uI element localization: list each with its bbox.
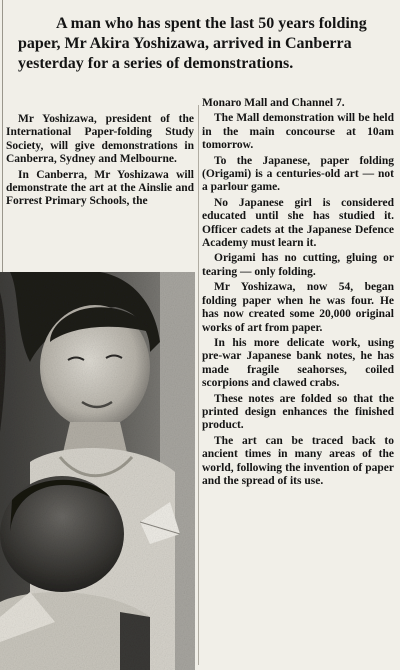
paragraph: The art can be traced back to ancient times in many areas of the world, following the invention of paper and the spread of its use. <box>202 434 394 487</box>
paragraph: Origami has no cutting, gluing or tearing — only folding. <box>202 252 394 278</box>
paragraph: Mr Yoshizawa, president of the International Paper-folding Study Society, will give demonstrations in Canberra, Sydney and Melbourne. <box>6 113 194 166</box>
paragraph: In his more delicate work, using pre-war Japanese bank notes, he has made fragile seahorses, coiled scorpions and clawed crabs. <box>202 336 394 390</box>
paragraph: The Mall demonstration will be held in the main concourse at 10am tomorrow. <box>202 112 394 152</box>
paragraph: In Canberra, Mr Yoshizawa will demonstrate the art at the Ainslie and Forrest Primary Schools, the <box>6 168 194 208</box>
paragraph: Mr Yoshizawa, now 54, began folding paper when he was four. He has now created some 20,000 original works of art from paper. <box>202 281 394 334</box>
article-column-left <box>6 113 194 209</box>
photo-illustration <box>0 272 195 670</box>
article-headline: A man who has spent the last 50 years folding paper, Mr Akira Yoshizawa, arrived in Canberra yesterday for a series of demonstrations. <box>18 15 367 72</box>
paragraph: These notes are folded so that the printed design enhances the finished product. <box>202 392 394 432</box>
paragraph: No Japanese girl is considered educated until she has studied it. Officer cadets at the Japanese Defence Academy must learn it. <box>202 196 394 250</box>
paragraph: Monaro Mall and Channel 7. <box>202 97 345 109</box>
paragraph: To the Japanese, paper folding (Origami) is a centuries-old art — not a parlour game. <box>202 154 394 194</box>
news-photo <box>0 272 195 670</box>
article-column-right <box>202 97 394 488</box>
column-divider <box>198 105 199 665</box>
